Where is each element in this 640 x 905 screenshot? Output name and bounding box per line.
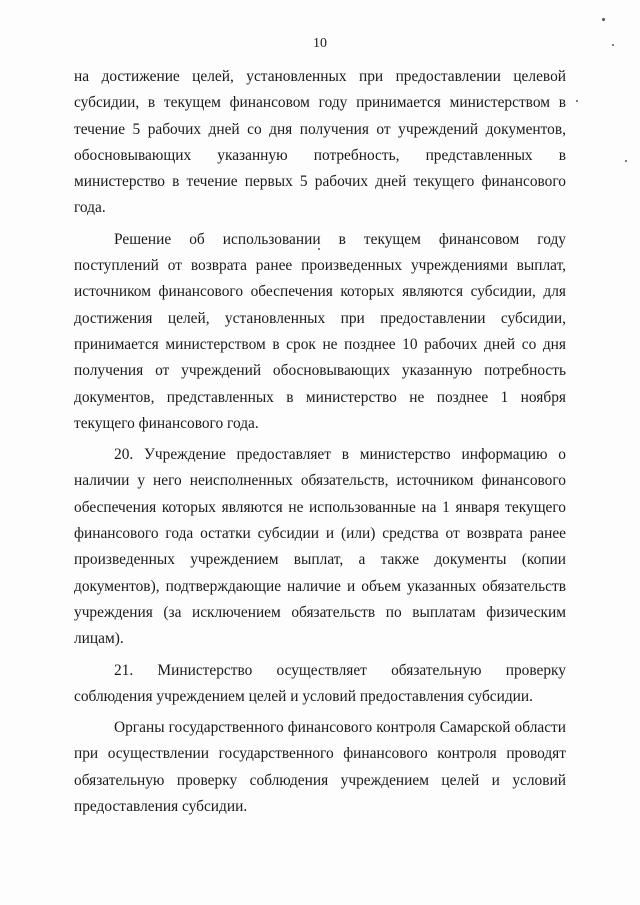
scan-speck [318,248,320,250]
paragraph-item-21: 21. Министерство осуществляет обязательную проверку соблюдения учреждением целей и условий предоставления субсидии. [74,661,566,705]
scan-speck [625,160,627,162]
scan-speck [576,100,578,102]
scan-speck [602,18,605,21]
paragraph-control-bodies: Органы государственного финансового контроля Самарской области при осуществлении государственного финансового контроля проводят обязательную проверку соблюдения учреждением целей и условий предоставления субсидии. [74,719,566,816]
paragraph-decision: Решение об использовании в текущем финансовом году поступлений от возврата ранее произведенных учреждениями выплат, источником финансового обеспечения которых являются субсидии, для достижения целей, установленных при предоставлении субсидии, принимается министерством в срок не позднее 10 рабочих дней со дня получения от учреждений обосновывающих указанную потребность документов, представленных в министерство не позднее 1 ноября текущего финансового года. [74,230,566,432]
scan-speck [612,44,614,46]
paragraph-continuation: на достижение целей, установленных при предоставлении целевой субсидии, в текущем финансовом году принимается министерством в течение 5 рабочих дней со дня получения от учреждений документов, обосновывающих указанную потребность, представленных в министерство в течение первых 5 рабочих дней текущего финансового года. [74,68,566,217]
page-number: 10 [313,36,327,51]
document-body [74,64,566,825]
paragraph-item-20: 20. Учреждение предоставляет в министерство информацию о наличии у него неисполненных обязательств, источником финансового обеспечения которых являются не использованные на 1 января текущего финансового года остатки субсидии и (или) средства от возврата ранее произведенных учреждением выплат, а также документы (копии документов), подтверждающие наличие и объем указанных обязательств учреждения (за исключением обязательств по выплатам физическим лицам). [74,446,566,648]
